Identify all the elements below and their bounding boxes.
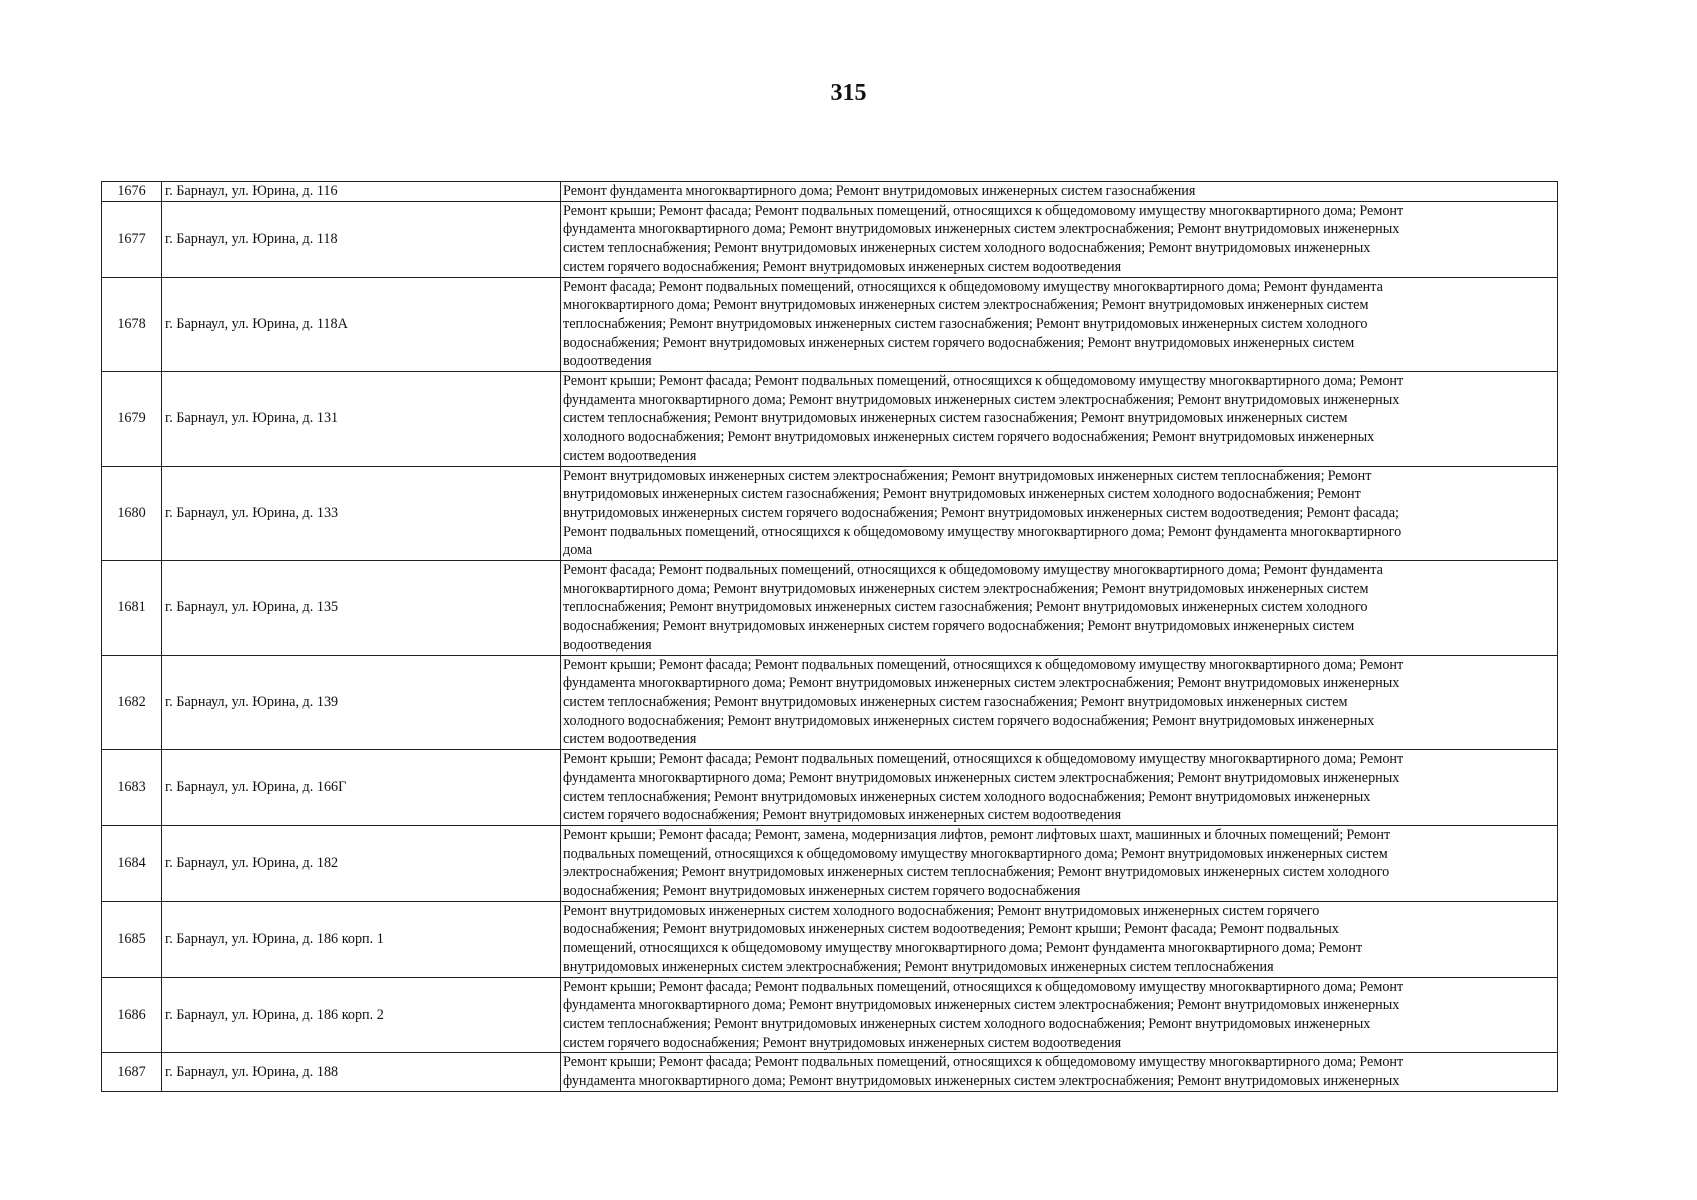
row-number: 1681 (102, 561, 162, 656)
address-cell: г. Барнаул, ул. Юрина, д. 131 (162, 372, 561, 467)
address-cell: г. Барнаул, ул. Юрина, д. 116 (162, 182, 561, 202)
address-cell: г. Барнаул, ул. Юрина, д. 166Г (162, 750, 561, 826)
row-number: 1676 (102, 182, 162, 202)
works-line: фундамента многоквартирного дома; Ремонт внутридомовых инженерных систем электроснабжения; Ремонт внутридомовых инженерных (563, 1073, 1400, 1090)
works-line: фундамента многоквартирного дома; Ремонт внутридомовых инженерных систем электроснабжения; Ремонт внутридомовых инженерных (563, 221, 1400, 238)
works-line: систем горячего водоснабжения; Ремонт внутридомовых инженерных систем водоотведения (563, 258, 1122, 275)
table-row (102, 561, 1558, 656)
works-line: Ремонт фасада; Ремонт подвальных помещений, относящихся к общедомовому имуществу многоквартирного дома; Ремонт фундамента (563, 562, 1383, 579)
works-cell (561, 1053, 1558, 1091)
table-row (102, 977, 1558, 1053)
row-number: 1683 (102, 750, 162, 826)
works-line: фундамента многоквартирного дома; Ремонт внутридомовых инженерных систем электроснабжения; Ремонт внутридомовых инженерных (563, 769, 1400, 786)
row-number: 1678 (102, 277, 162, 372)
works-line: Ремонт крыши; Ремонт фасада; Ремонт подвальных помещений, относящихся к общедомовому имуществу многоквартирного дома; Ремонт (563, 978, 1404, 995)
repair-table (101, 181, 1558, 1092)
works-line: Ремонт подвальных помещений, относящихся к общедомовому имуществу многоквартирного дома; Ремонт фундамента многоквартирного (563, 523, 1402, 540)
works-line: систем горячего водоснабжения; Ремонт внутридомовых инженерных систем водоотведения (563, 807, 1122, 824)
works-line: систем горячего водоснабжения; Ремонт внутридомовых инженерных систем водоотведения (563, 1034, 1122, 1051)
row-number: 1677 (102, 201, 162, 277)
row-number: 1680 (102, 466, 162, 561)
address-cell: г. Барнаул, ул. Юрина, д. 188 (162, 1053, 561, 1091)
row-number: 1687 (102, 1053, 162, 1091)
address-cell: г. Барнаул, ул. Юрина, д. 135 (162, 561, 561, 656)
row-number: 1684 (102, 825, 162, 901)
works-line: фундамента многоквартирного дома; Ремонт внутридомовых инженерных систем электроснабжения; Ремонт внутридомовых инженерных (563, 997, 1400, 1014)
works-line: Ремонт крыши; Ремонт фасада; Ремонт, замена, модернизация лифтов, ремонт лифтовых шахт, машинных и блочных помещений; Ремонт (563, 826, 1391, 843)
works-cell (561, 901, 1558, 977)
works-line: подвальных помещений, относящихся к общедомовому имуществу многоквартирного дома; Ремонт внутридомовых инженерных систем (563, 845, 1388, 862)
table-row (102, 1053, 1558, 1091)
works-line: помещений, относящихся к общедомовому имуществу многоквартирного дома; Ремонт фундамента многоквартирного дома; Ремонт (563, 940, 1363, 957)
works-line: многоквартирного дома; Ремонт внутридомовых инженерных систем электроснабжения; Ремонт внутридомовых инженерных систем (563, 580, 1369, 597)
works-line: водоотведения (563, 636, 652, 653)
table-body (102, 182, 1558, 1092)
works-line: внутридомовых инженерных систем горячего водоснабжения; Ремонт внутридомовых инженерных систем водоотведения; Ремонт фасада; (563, 504, 1399, 521)
address-cell: г. Барнаул, ул. Юрина, д. 139 (162, 655, 561, 750)
works-line: водоснабжения; Ремонт внутридомовых инженерных систем водоотведения; Ремонт крыши; Ремонт фасада; Ремонт подвальных (563, 921, 1339, 938)
table-row (102, 372, 1558, 467)
works-line: Ремонт внутридомовых инженерных систем холодного водоснабжения; Ремонт внутридомовых инженерных систем горячего (563, 902, 1320, 919)
works-line: внутридомовых инженерных систем электроснабжения; Ремонт внутридомовых инженерных систем теплоснабжения (563, 958, 1274, 975)
works-line: теплоснабжения; Ремонт внутридомовых инженерных систем газоснабжения; Ремонт внутридомовых инженерных систем холодного (563, 599, 1368, 616)
table-row (102, 277, 1558, 372)
works-cell (561, 825, 1558, 901)
row-number: 1679 (102, 372, 162, 467)
works-line: Ремонт фасада; Ремонт подвальных помещений, относящихся к общедомовому имуществу многоквартирного дома; Ремонт фундамента (563, 278, 1383, 295)
works-line: водоснабжения; Ремонт внутридомовых инженерных систем горячего водоснабжения; Ремонт внутридомовых инженерных систем (563, 618, 1355, 635)
row-number: 1682 (102, 655, 162, 750)
works-line: Ремонт фундамента многоквартирного дома; Ремонт внутридомовых инженерных систем газоснабжения (563, 183, 1196, 199)
works-cell (561, 977, 1558, 1053)
address-cell: г. Барнаул, ул. Юрина, д. 133 (162, 466, 561, 561)
works-cell (561, 750, 1558, 826)
table-row (102, 466, 1558, 561)
works-cell (561, 561, 1558, 656)
works-line: фундамента многоквартирного дома; Ремонт внутридомовых инженерных систем электроснабжения; Ремонт внутридомовых инженерных (563, 391, 1400, 408)
page-number: 315 (830, 80, 867, 106)
works-line: Ремонт крыши; Ремонт фасада; Ремонт подвальных помещений, относящихся к общедомовому имуществу многоквартирного дома; Ремонт (563, 751, 1404, 768)
works-line: систем теплоснабжения; Ремонт внутридомовых инженерных систем холодного водоснабжения; Ремонт внутридомовых инженерных (563, 788, 1371, 805)
works-cell (561, 466, 1558, 561)
works-line: систем водоотведения (563, 447, 697, 464)
works-line: Ремонт крыши; Ремонт фасада; Ремонт подвальных помещений, относящихся к общедомовому имуществу многоквартирного дома; Ремонт (563, 656, 1404, 673)
table-row (102, 901, 1558, 977)
table-row (102, 201, 1558, 277)
works-line: систем теплоснабжения; Ремонт внутридомовых инженерных систем газоснабжения; Ремонт внутридомовых инженерных систем (563, 693, 1348, 710)
works-line: систем теплоснабжения; Ремонт внутридомовых инженерных систем газоснабжения; Ремонт внутридомовых инженерных систем (563, 410, 1348, 427)
address-cell: г. Барнаул, ул. Юрина, д. 186 корп. 1 (162, 901, 561, 977)
works-cell (561, 655, 1558, 750)
works-cell (561, 182, 1558, 202)
works-cell (561, 201, 1558, 277)
works-line: фундамента многоквартирного дома; Ремонт внутридомовых инженерных систем электроснабжения; Ремонт внутридомовых инженерных (563, 675, 1400, 692)
works-line: внутридомовых инженерных систем газоснабжения; Ремонт внутридомовых инженерных систем холодного водоснабжения; Ремонт (563, 486, 1361, 503)
works-line: водоснабжения; Ремонт внутридомовых инженерных систем горячего водоснабжения; Ремонт внутридомовых инженерных систем (563, 334, 1355, 351)
works-line: дома (563, 542, 593, 559)
table-row (102, 655, 1558, 750)
works-cell (561, 277, 1558, 372)
address-cell: г. Барнаул, ул. Юрина, д. 182 (162, 825, 561, 901)
works-line: многоквартирного дома; Ремонт внутридомовых инженерных систем электроснабжения; Ремонт внутридомовых инженерных систем (563, 297, 1369, 314)
works-line: холодного водоснабжения; Ремонт внутридомовых инженерных систем горячего водоснабжения; Ремонт внутридомовых инженерных (563, 712, 1375, 729)
address-cell: г. Барнаул, ул. Юрина, д. 118А (162, 277, 561, 372)
works-cell (561, 372, 1558, 467)
address-cell: г. Барнаул, ул. Юрина, д. 186 корп. 2 (162, 977, 561, 1053)
table-row (102, 750, 1558, 826)
row-number: 1685 (102, 901, 162, 977)
works-line: систем водоотведения (563, 731, 697, 748)
works-line: теплоснабжения; Ремонт внутридомовых инженерных систем газоснабжения; Ремонт внутридомовых инженерных систем холодного (563, 315, 1368, 332)
address-cell: г. Барнаул, ул. Юрина, д. 118 (162, 201, 561, 277)
row-number: 1686 (102, 977, 162, 1053)
table-row (102, 825, 1558, 901)
works-line: Ремонт крыши; Ремонт фасада; Ремонт подвальных помещений, относящихся к общедомовому имуществу многоквартирного дома; Ремонт (563, 373, 1404, 390)
works-line: водоотведения (563, 353, 652, 370)
works-line: Ремонт внутридомовых инженерных систем электроснабжения; Ремонт внутридомовых инженерных систем теплоснабжения; Ремонт (563, 467, 1372, 484)
works-line: водоснабжения; Ремонт внутридомовых инженерных систем горячего водоснабжения (563, 883, 1081, 900)
works-line: электроснабжения; Ремонт внутридомовых инженерных систем теплоснабжения; Ремонт внутридомовых инженерных систем холодного (563, 864, 1390, 881)
works-line: Ремонт крыши; Ремонт фасада; Ремонт подвальных помещений, относящихся к общедомовому имуществу многоквартирного дома; Ремонт (563, 202, 1404, 219)
works-line: Ремонт крыши; Ремонт фасада; Ремонт подвальных помещений, относящихся к общедомовому имуществу многоквартирного дома; Ремонт (563, 1054, 1404, 1071)
works-line: холодного водоснабжения; Ремонт внутридомовых инженерных систем горячего водоснабжения; Ремонт внутридомовых инженерных (563, 429, 1375, 446)
table-row (102, 182, 1558, 202)
works-line: систем теплоснабжения; Ремонт внутридомовых инженерных систем холодного водоснабжения; Ремонт внутридомовых инженерных (563, 240, 1371, 257)
works-line: систем теплоснабжения; Ремонт внутридомовых инженерных систем холодного водоснабжения; Ремонт внутридомовых инженерных (563, 1015, 1371, 1032)
